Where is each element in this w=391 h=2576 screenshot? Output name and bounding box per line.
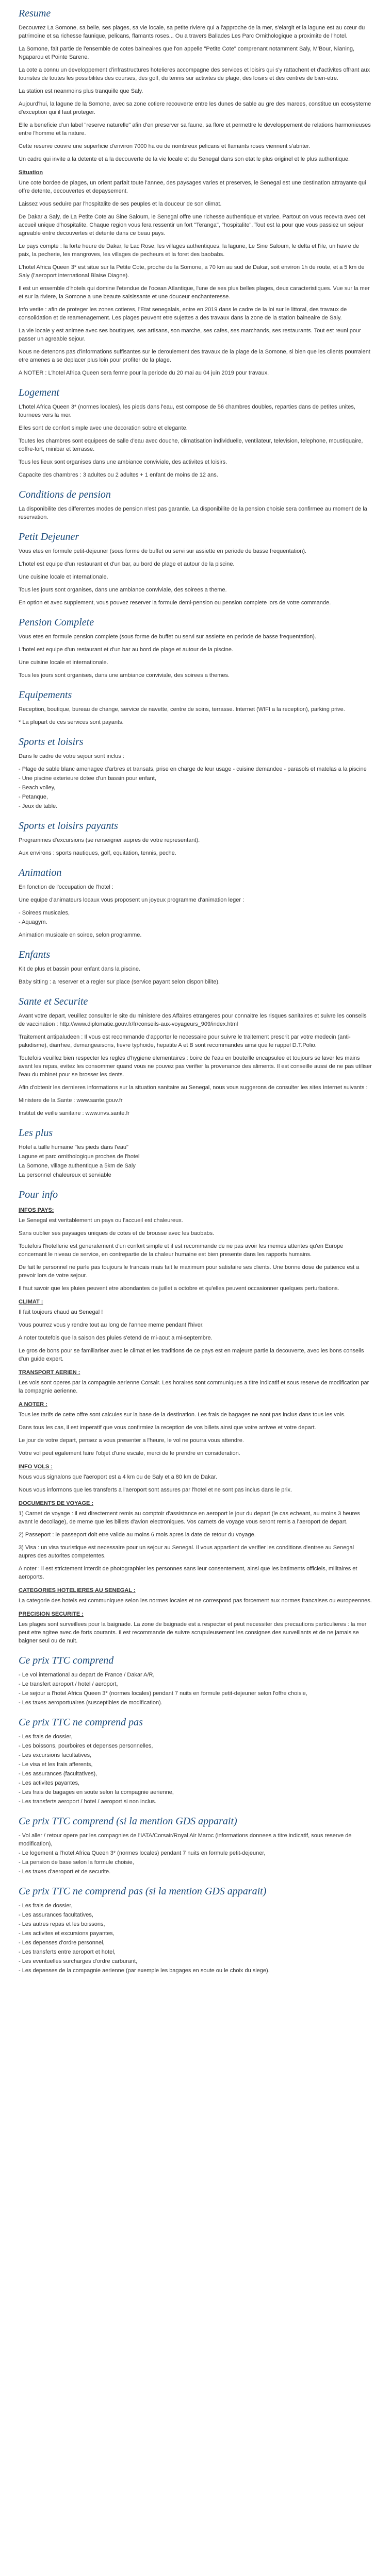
paragraph: La Somone, fait partie de l'ensemble de cotes balneaires que l'on appelle "Petite Cote" comprenant notamment Saly, M'Bour, Nianing, Ngaparou et Pointe Sarene. xyxy=(19,46,355,60)
paragraph: Animation musicale en soiree, selon programme. xyxy=(19,932,142,938)
paragraph: Sans oublier ses paysages uniques de cotes et de brousse avec les baobabs. xyxy=(19,1230,215,1236)
paragraph: Une cuisine locale et internationale. xyxy=(19,574,108,580)
paragraph: Dans tous les cas, il est imperatif que vous confirmiez la reception de vos billets ainsi que votre arrivee et votre depart. xyxy=(19,1425,316,1431)
list-item: - Les depenses d'ordre personnel, xyxy=(19,1940,105,1946)
list-item: - Les assurances (facultatives), xyxy=(19,1771,97,1777)
paragraph: L'hotel Africa Queen 3* (normes locales), les pieds dans l'eau, est compose de 56 chambres doubles, reparties dans de petites unites, tournees vers la mer. xyxy=(19,404,355,418)
list-item: - Les taxes d'aeroport et de securite. xyxy=(19,1869,111,1875)
paragraph: Le pays compte : la forte heure de Dakar, le Lac Rose, les villages authentiques, la lagune, Le Sine Saloum, le delta et l'ile, un havre de paix, la pecherie, les mangroves, les villages de pecheurs et la foret des baobabs. xyxy=(19,243,360,258)
paragraph: 3) Visa : un visa touristique est necessaire pour un sejour au Senegal. Il vous appartient de verifier les conditions d'entree au Senegal aupres des autorites competentes. xyxy=(19,1545,354,1559)
paragraph: Un cadre qui invite a la detente et a la decouverte de la vie locale et du Senegal dans son etat le plus originel et le plus authentique. xyxy=(19,156,350,162)
paragraph: Avant votre depart, veuillez consulter le site du ministere des Affaires etrangeres pour connaitre les risques sanitaires et suivre les conseils de vaccination : http://www.diplomatie.gouv.fr/fr/conseils-aux-voyageurs_909/index.html xyxy=(19,1013,367,1027)
paragraph: Tous les jours sont organises, dans une ambiance conviviale, des soirees a theme. xyxy=(19,587,227,593)
bullet-list xyxy=(19,1733,372,1806)
paragraph: Traitement antipaludeen : Il vous est recommande d'apporter le necessaire pour suivre le traitement prescrit par votre medecin (anti-paludisme), diarrhee, demangeaisons, fievre typhoide, hepatite A et B sont recommandes ainsi que le rappel D.T.Polio. xyxy=(19,1034,351,1048)
section-title-pension-complete: Pension Complete xyxy=(19,617,94,628)
list-item: La personnel chaleureux et serviable xyxy=(19,1172,111,1178)
paragraph: L'hotel Africa Queen 3* est situe sur la Petite Cote, proche de la Somone, a 70 km au sud de Dakar, soit environ 1h de route, et a 5 km de Saly (l'aeroport international Blaise Diagne). xyxy=(19,264,365,279)
list-item: - Les transferts aeroport / hotel / aeroport si non inclus. xyxy=(19,1799,157,1805)
section-title-enfants: Enfants xyxy=(19,949,51,960)
paragraph: Kit de plus et bassin pour enfant dans la piscine. xyxy=(19,966,141,972)
paragraph: La station est neanmoins plus tranquille que Saly. xyxy=(19,88,143,94)
paragraph: Capacite des chambres : 3 adultes ou 2 adultes + 1 enfant de moins de 12 ans. xyxy=(19,472,218,478)
paragraph: La cote a connu un developpement d'infrastructures hotelieres accompagne des services et loisirs qui s'y rattachent et d'activites offrant aux touristes de toutes les possibilites des courses, des golf, du tennis sur activites de plage, des loisirs et des centres de bien-etre. xyxy=(19,67,370,81)
bullet-list xyxy=(19,1143,372,1179)
paragraph: Dans le cadre de votre sejour sont inclus : xyxy=(19,753,124,759)
list-item: - Les activites et excursions payantes, xyxy=(19,1930,115,1937)
list-item: - Les frais de dossier, xyxy=(19,1734,73,1740)
paragraph: Il fait toujours chaud au Senegal ! xyxy=(19,1309,103,1315)
bullet-list xyxy=(19,1671,372,1707)
paragraph: La vie locale y est animee avec ses boutiques, ses artisans, son marche, ses cafes, ses marchands, ses restaurants. Tout est reuni pour passer un agreable sejour. xyxy=(19,328,361,342)
paragraph: * La plupart de ces services sont payants. xyxy=(19,719,124,725)
paragraph: La disponibilite des differentes modes de pension n'est pas garantie. La disponibilite de la pension choisie sera confirmee au moment de la reservation. xyxy=(19,506,367,520)
subheading: DOCUMENTS DE VOYAGE : xyxy=(19,1500,94,1506)
paragraph: Institut de veille sanitaire : www.invs.sante.fr xyxy=(19,1110,130,1116)
list-item: - Vol aller / retour opere par les compagnies de l'IATA/Corsair/Royal Air Maroc (informations donnees a titre indicatif, sous reserve de modification), xyxy=(19,1833,352,1847)
list-item: - Les activites payantes, xyxy=(19,1780,80,1786)
list-item: - Le logement a l'hotel Africa Queen 3* (normes locales) pendant 7 nuits en formule petit-dejeuner, xyxy=(19,1850,266,1856)
list-item: - Les autres repas et les boissons, xyxy=(19,1921,105,1927)
paragraph: Baby sitting : a reserver et a regler sur place (service payant selon disponibilite). xyxy=(19,979,220,985)
section-title-sports-et-loisirs: Sports et loisirs xyxy=(19,736,84,748)
list-item: - Une piscine exterieure dotee d'un bassin pour enfant, xyxy=(19,775,156,782)
paragraph: Tous les lieux sont organises dans une ambiance conviviale, des activites et loisirs. xyxy=(19,459,227,465)
subheading: PRECISION SECURITE : xyxy=(19,1611,84,1617)
paragraph: Il faut savoir que les pluies peuvent etre abondantes de juillet a octobre et qu'elles peuvent occasionner quelques perturbations. xyxy=(19,1285,339,1292)
section-title-logement: Logement xyxy=(19,387,59,398)
paragraph: Le Senegal est veritablement un pays ou l'accueil est chaleureux. xyxy=(19,1217,183,1224)
subheading: CLIMAT : xyxy=(19,1299,43,1305)
paragraph: 2) Passeport : le passeport doit etre valide au moins 6 mois apres la date de retour du voyage. xyxy=(19,1532,256,1538)
section-title-ce-prix-ttc-comprend: Ce prix TTC comprend xyxy=(19,1655,114,1666)
list-item: Lagune et parc ornithologique proches de l'hotel xyxy=(19,1154,140,1160)
paragraph: Afin d'obtenir les dernieres informations sur la situation sanitaire au Senegal, nous vous suggerons de consulter les sites Internet suivants : xyxy=(19,1084,368,1091)
section-title-pour-info: Pour info xyxy=(19,1189,58,1200)
list-item: - Les excursions facultatives, xyxy=(19,1752,92,1758)
paragraph: A NOTER : L'hotel Africa Queen sera ferme pour la periode du 20 mai au 04 juin 2019 pour travaux. xyxy=(19,370,269,376)
paragraph: La categorie des hotels est communiquee selon les normes locales et ne correspond pas forcement aux normes francaises ou europeennes. xyxy=(19,1598,372,1604)
section-title-ce-prix-ttc-ne-comprend-pas-si-la-mention-gds-apparait: Ce prix TTC ne comprend pas (si la mention GDS apparait) xyxy=(19,1886,267,1897)
section-title-conditions-de-pension: Conditions de pension xyxy=(19,489,111,500)
paragraph: En option et avec supplement, vous pouvez reserver la formule demi-pension ou pension complete lors de votre commande. xyxy=(19,600,331,606)
list-item: - Les transferts entre aeroport et hotel, xyxy=(19,1949,116,1955)
paragraph: Laissez vous seduire par l'hospitalite de ses peuples et la douceur de son climat. xyxy=(19,201,222,207)
list-item: - Le vol international au depart de France / Dakar A/R, xyxy=(19,1672,155,1678)
paragraph: Nous ne detenons pas d'informations suffisantes sur le deroulement des travaux de la plage de la Somone, si bien que les clients pourraient etre amenes a se deplacer plus loin pour profiter de la plage. xyxy=(19,349,370,363)
list-item: - Les assurances facultatives, xyxy=(19,1912,93,1918)
bullet-list xyxy=(19,1902,372,1975)
paragraph: Les vols sont operes par la compagnie aerienne Corsair. Les horaires sont communiques a titre indicatif et sous reserve de modification par la compagnie aerienne. xyxy=(19,1380,369,1394)
list-item: - Le visa et les frais afferents, xyxy=(19,1761,93,1768)
paragraph: Cette reserve couvre une superficie d'environ 7000 ha ou de nombreux pelicans et flamants roses viennent s'abriter. xyxy=(19,143,311,149)
subheading: INFOS PAYS: xyxy=(19,1207,54,1213)
bullet-list xyxy=(19,909,372,926)
subheading: CATEGORIES HOTELIERES AU SENEGAL : xyxy=(19,1587,136,1594)
paragraph: A noter toutefois que la saison des pluies s'etend de mi-aout a mi-septembre. xyxy=(19,1335,213,1341)
paragraph: Une cote bordee de plages, un orient parfait toute l'annee, des paysages varies et preserves, le Senegal est une destination attrayante qui offre detente, decouvertes et depaysement. xyxy=(19,180,366,194)
paragraph: Aux environs : sports nautiques, golf, equitation, tennis, peche. xyxy=(19,850,176,856)
subheading: Situation xyxy=(19,170,43,176)
section-title-ce-prix-ttc-comprend-si-la-mention-gds-apparait: Ce prix TTC comprend (si la mention GDS apparait) xyxy=(19,1816,237,1827)
paragraph: L'hotel est equipe d'un restaurant et d'un bar au bord de plage et autour de la piscine. xyxy=(19,647,234,653)
list-item: - La pension de base selon la formule choisie, xyxy=(19,1859,134,1866)
list-item: - Aquagym. xyxy=(19,919,47,925)
list-item: - Beach volley, xyxy=(19,785,56,791)
paragraph: Nous vous signalons que l'aeroport est a 4 km ou de Saly et a 80 km de Dakar. xyxy=(19,1474,217,1480)
paragraph: Le jour de votre depart, pensez a vous presenter a l'heure, le vol ne pourra vous attendre. xyxy=(19,1437,244,1444)
paragraph: Les plages sont surveillees pour la baignade. La zone de baignade est a respecter et peut necessiter des precautions particulieres : la mer peut etre agitee avec de forts courants. Il est recommande de suivre scrupuleusement les consignes des surveillants et de ne jamais se baigner seul ou de nuit. xyxy=(19,1621,367,1644)
paragraph: Toutefois l'hotellerie est generalement d'un confort simple et il est recommande de ne pas avoir les memes attentes qu'en Europe concernant le niveau de service, en contrepartie de la chaleur humaine est bien presente dans les rapports humains. xyxy=(19,1243,344,1258)
paragraph: 1) Carnet de voyage : il est directement remis au comptoir d'assistance en aeroport le jour du depart (le cas echeant, au moins 3 heures avant le decollage), de meme que les billets d'avion electroniques. Vos carnets de voyage vous seront remis a l'aeroport de depart. xyxy=(19,1511,360,1525)
list-item: - Petanque, xyxy=(19,794,48,800)
list-item: Hotel a taille humaine "les pieds dans l'eau" xyxy=(19,1144,128,1150)
list-item: - Les frais de bagages en soute selon la compagnie aerienne, xyxy=(19,1789,174,1795)
list-item: - Les eventuelles surcharges d'ordre carburant, xyxy=(19,1958,138,1964)
paragraph: Info verite : afin de proteger les zones cotieres, l'Etat senegalais, entre en 2019 dans le cadre de la loi sur le littoral, des travaux de consolidation et de reamenagement. Les plages peuvent etre sujettes a des travaux dans la zone de la station balneaire de Saly. xyxy=(19,307,347,321)
list-item: - Le transfert aeroport / hotel / aeroport, xyxy=(19,1681,118,1687)
paragraph: De fait le personnel ne parle pas toujours le francais mais fait le maximum pour satisfaire ses clients. Une bonne dose de patience est a prevoir lors de votre sejour. xyxy=(19,1264,360,1279)
subheading: A NOTER : xyxy=(19,1401,47,1408)
list-item: La Somone, village authentique a 5km de Saly xyxy=(19,1163,136,1169)
paragraph: Une equipe d'animateurs locaux vous proposent un joyeux programme d'animation leger : xyxy=(19,897,245,903)
paragraph: Une cuisine locale et internationale. xyxy=(19,659,108,666)
paragraph: Tous les jours sont organises, dans une ambiance conviviale, des soirees a themes. xyxy=(19,672,230,679)
list-item: - Les depenses de la compagnie aerienne (par exemple les bagages en soute ou le choix du siege). xyxy=(19,1968,270,1974)
list-item: - Jeux de table. xyxy=(19,803,58,809)
paragraph: Vous pourrez vous y rendre tout au long de l'annee meme pendant l'hiver. xyxy=(19,1322,204,1328)
bullet-list xyxy=(19,1832,372,1876)
section-title-sante-et-securite: Sante et Securite xyxy=(19,996,88,1007)
paragraph: En fonction de l'occupation de l'hotel : xyxy=(19,884,113,890)
subheading: INFO VOLS : xyxy=(19,1464,53,1470)
paragraph: A noter : il est strictement interdit de photographier les personnes sans leur consentement, ainsi que les batiments officiels, militaires et aeroports. xyxy=(19,1566,357,1580)
paragraph: Tous les tarifs de cette offre sont calcules sur la base de la destination. Les frais de bagages ne sont pas inclus dans tous les vols. xyxy=(19,1412,346,1418)
paragraph: Programmes d'excursions (se renseigner aupres de votre representant). xyxy=(19,837,200,843)
paragraph: Il est un ensemble d'hotels qui domine l'etendue de l'ocean Atlantique, l'une de ses plus belles plages, deux caracteristiques. Vue sur la mer et sur la riviere, la Somone a une beaute saisissante et une douceur enchanteresse. xyxy=(19,285,370,300)
paragraph: Toutes les chambres sont equipees de salle d'eau avec douche, climatisation individuelle, ventilateur, television, telephone, moustiquaire, coffre-fort, minibar et terrasse. xyxy=(19,438,363,452)
section-title-resume: Resume xyxy=(19,8,51,19)
paragraph: Elles sont de confort simple avec une decoration sobre et elegante. xyxy=(19,425,188,431)
paragraph: Nous vous informons que les transferts a l'aeroport sont assures par l'hotel et ne sont pas inclus dans le prix. xyxy=(19,1487,292,1493)
list-item: - Les taxes aeroportuaires (susceptibles de modification). xyxy=(19,1700,162,1706)
paragraph: Reception, boutique, bureau de change, service de navette, centre de soins, terrasse. Internet (WIFI a la reception), parking prive. xyxy=(19,706,345,713)
paragraph: L'hotel est equipe d'un restaurant et d'un bar, au bord de plage et autour de la piscine. xyxy=(19,561,235,567)
paragraph: Toutefois veuillez bien respecter les regles d'hygiene elementaires : boire de l'eau en bouteille encapsulee et toujours se laver les mains avant les repas, evitez les consommer quand vous ne pouvez pas verifier la provenance des aliments. Il est conseille aussi de ne pas utiliser l'eau du robinet pour se brosser les dents. xyxy=(19,1055,372,1078)
section-title-petit-dejeuner: Petit Dejeuner xyxy=(19,531,79,543)
paragraph: Ministere de la Sante : www.sante.gouv.fr xyxy=(19,1097,123,1104)
paragraph: Vous etes en formule petit-dejeuner (sous forme de buffet ou servi sur assiette en periode de basse frequentation). xyxy=(19,548,307,554)
section-title-equipements: Equipements xyxy=(19,689,72,701)
section-title-sports-et-loisirs-payants: Sports et loisirs payants xyxy=(19,820,118,832)
paragraph: Vous etes en formule pension complete (sous forme de buffet ou servi sur assiette en periode de basse frequentation). xyxy=(19,634,317,640)
list-item: - Les frais de dossier, xyxy=(19,1903,73,1909)
subheading: TRANSPORT AERIEN : xyxy=(19,1369,80,1376)
paragraph: Elle a beneficie d'un label "reserve naturelle" afin d'en preserver sa faune, sa flore et permettre le developpement de relations harmonieuses entre l'homme et la nature. xyxy=(19,122,371,137)
paragraph: De Dakar a Saly, de La Petite Cote au Sine Saloum, le Senegal offre une richesse authentique et variee. Partout on vous recevra avec cet accueil unique d'hospitalite. Chaque region vous fera ressentir un fort "Teranga", "hospitalite". Tout est la pour que vous passiez un sejour agreable entre decouvertes et detente dans ce beau pays. xyxy=(19,214,366,236)
list-item: - Plage de sable blanc amenagee d'arbres et transats, prise en charge de leur usage - cuisine demandee - parasols et matelas a la piscine xyxy=(19,766,367,772)
paragraph: Decouvrez La Somone, sa belle, ses plages, sa vie locale, sa petite riviere qui a l'approche de la mer, s'elargit et la lagune est au cœur du patrimoine et sa richesse faunique, pelicans, flamants roses... Ou a travers Ballades Les Parc Ornithologique a proximite de l'hotel. xyxy=(19,25,365,39)
section-title-ce-prix-ttc-ne-comprend-pas: Ce prix TTC ne comprend pas xyxy=(19,1717,143,1728)
list-item: - Le sejour a l'hotel Africa Queen 3* (normes locales) pendant 7 nuits en formule petit-dejeuner selon l'offre choisie, xyxy=(19,1690,307,1697)
paragraph: Aujourd'hui, la lagune de la Somone, avec sa zone cotiere recouverte entre les dunes de sable au gre des marees, constitue un ecosysteme d'exception qui il faut proteger. xyxy=(19,101,371,115)
paragraph: Votre vol peut egalement faire l'objet d'une escale, merci de le prendre en consideration. xyxy=(19,1450,240,1456)
paragraph: Le gros de bons pour se familiariser avec le climat et les traditions de ce pays est en majeure partie la decouverte, avec les bons conseils d'un guide expert. xyxy=(19,1348,364,1362)
bullet-list xyxy=(19,765,372,810)
section-title-animation: Animation xyxy=(19,867,62,878)
section-title-les-plus: Les plus xyxy=(19,1127,53,1139)
list-item: - Les boissons, pourboires et depenses personnelles, xyxy=(19,1743,153,1749)
list-item: - Soirees musicales, xyxy=(19,910,70,916)
